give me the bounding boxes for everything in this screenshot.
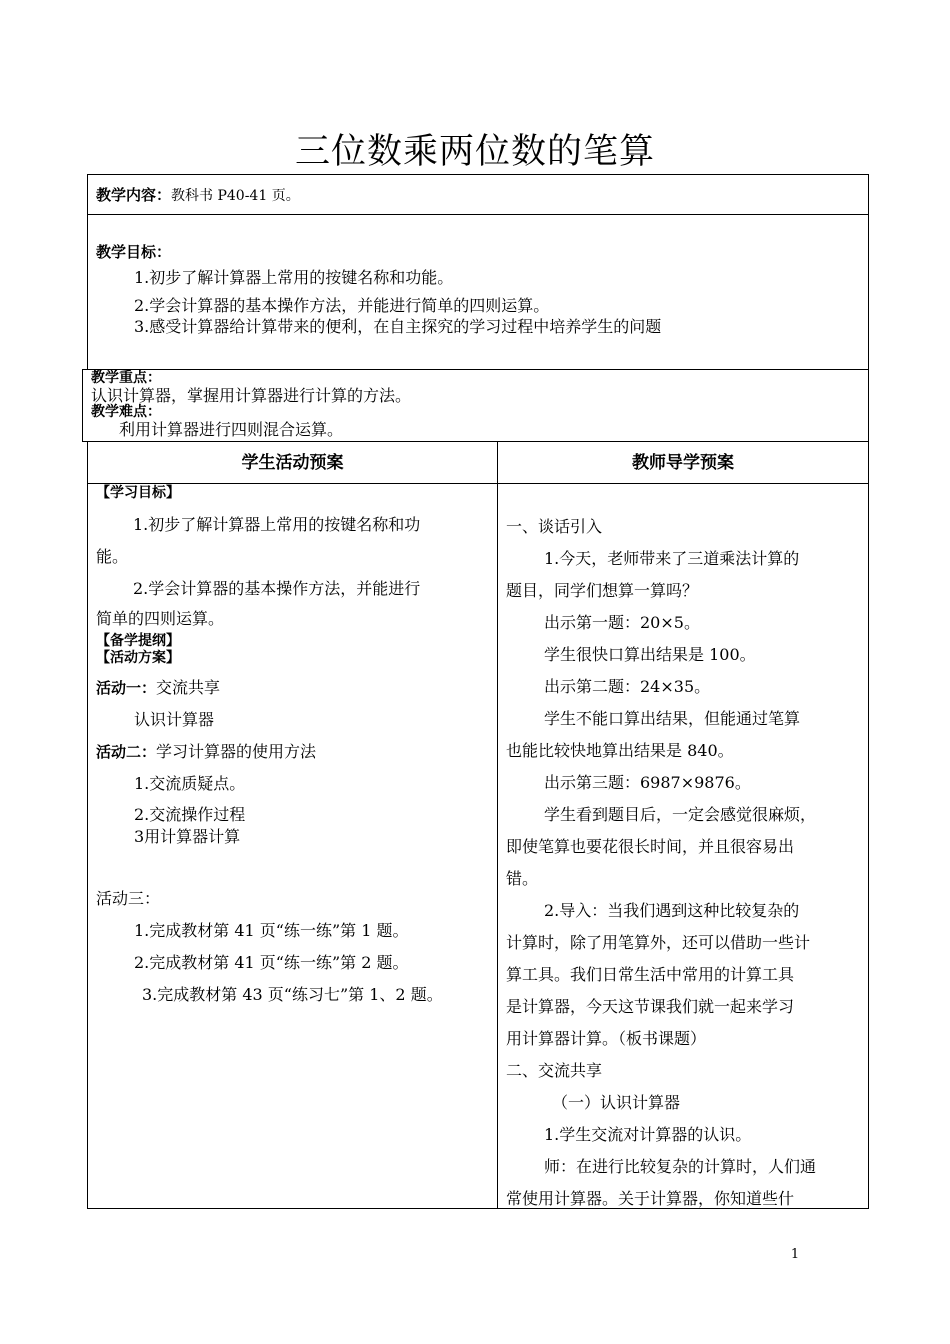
learning-goal-line: 能。: [96, 547, 129, 566]
activity-one-label: 活动一：: [96, 679, 157, 697]
teacher-guide-header: 教师导学预案: [497, 441, 869, 484]
guide-line: 1.学生交流对计算器的认识。: [544, 1125, 752, 1144]
goals-label: 教学目标：: [96, 243, 172, 261]
guide-line: 题目，同学们想算一算吗？: [506, 581, 699, 600]
activity-two-label: 活动二：: [96, 743, 157, 761]
guide-line: 出示第三题：6987×9876。: [544, 773, 751, 792]
teacher-guide-column: [497, 483, 869, 1209]
guide-subheading: （一）认识计算器: [552, 1093, 681, 1112]
prep-outline-label: 【备学提纲】: [96, 633, 180, 649]
key-point-text: 认识计算器，掌握用计算器进行计算的方法。: [91, 386, 412, 405]
activity-one-text: 交流共享: [156, 678, 221, 697]
content-label: 教学内容：: [96, 186, 172, 204]
page-number: 1: [790, 1247, 800, 1262]
difficulty-text: 利用计算器进行四则混合运算。: [119, 420, 344, 439]
activity-two-item: 1.交流质疑点。: [134, 774, 246, 793]
teaching-content-row: [87, 174, 869, 215]
guide-line: 师：在进行比较复杂的计算时，人们通: [544, 1157, 817, 1176]
activity-two-item: 3用计算器计算: [134, 827, 241, 846]
activity-three-item: 3.完成教材第 43 页“练习七”第 1、2 题。: [142, 985, 443, 1004]
goal-item: 2.学会计算器的基本操作方法，并能进行简单的四则运算。: [134, 296, 550, 315]
student-activity-header: 学生活动预案: [87, 441, 498, 484]
content-text: 教科书 P40-41 页。: [171, 188, 300, 204]
guide-line: 算工具。我们日常生活中常用的计算工具: [506, 965, 795, 984]
guide-section-heading: 一、谈话引入: [506, 517, 603, 536]
guide-line: 是计算器，今天这节课我们就一起来学习: [506, 997, 795, 1016]
activity-plan-label: 【活动方案】: [96, 650, 180, 666]
guide-line: 学生看到题目后，一定会感觉很麻烦，: [544, 805, 817, 824]
activity-two-text: 学习计算器的使用方法: [156, 742, 317, 761]
student-activity-column: [87, 483, 498, 1209]
guide-line: 用计算器计算。（板书课题）: [506, 1029, 707, 1048]
goal-item: 1.初步了解计算器上常用的按键名称和功能。: [134, 268, 454, 287]
goal-item: 3.感受计算器给计算带来的便利，在自主探究的学习过程中培养学生的问题: [134, 317, 662, 336]
guide-section-heading: 二、交流共享: [506, 1061, 603, 1080]
guide-line: 出示第二题：24×35。: [544, 677, 711, 696]
learning-goal-line: 1.初步了解计算器上常用的按键名称和功: [133, 515, 421, 534]
activity-one: [96, 672, 489, 704]
page-title: 三位数乘两位数的笔算: [294, 132, 655, 172]
activity-three-item: 2.完成教材第 41 页“练一练”第 2 题。: [134, 953, 409, 972]
guide-line: 即使笔算也要花很长时间，并且很容易出: [506, 837, 795, 856]
activity-two: [96, 736, 489, 768]
guide-line: 计算时，除了用笔算外，还可以借助一些计: [506, 933, 811, 952]
teaching-goals-row: [87, 214, 869, 370]
activity-two-item: 2.交流操作过程: [134, 805, 246, 824]
activity-three-label: 活动三：: [96, 889, 161, 908]
guide-line: 常使用计算器。关于计算器，你知道些什: [506, 1189, 795, 1208]
learning-goal-line: 2.学会计算器的基本操作方法，并能进行: [133, 579, 421, 598]
guide-line: 也能比较快地算出结果是 840。: [506, 741, 734, 760]
guide-line: 学生不能口算出结果，但能通过笔算: [544, 709, 801, 728]
guide-line: 1.今天，老师带来了三道乘法计算的: [544, 549, 800, 568]
learning-goals-label: 【学习目标】: [96, 485, 180, 501]
activity-three-item: 1.完成教材第 41 页“练一练”第 1 题。: [134, 921, 409, 940]
learning-goal-line: 简单的四则运算。: [96, 609, 225, 628]
guide-line: 学生很快口算出结果是 100。: [544, 645, 756, 664]
key-points-row: [82, 369, 869, 442]
key-point-label: 教学重点：: [91, 370, 161, 386]
activity-one-sub: 认识计算器: [134, 710, 215, 729]
guide-line: 2.导入：当我们遇到这种比较复杂的: [544, 901, 800, 920]
difficulty-label: 教学难点：: [91, 404, 161, 420]
guide-line: 出示第一题：20×5。: [544, 613, 700, 632]
guide-line: 错。: [506, 869, 539, 888]
